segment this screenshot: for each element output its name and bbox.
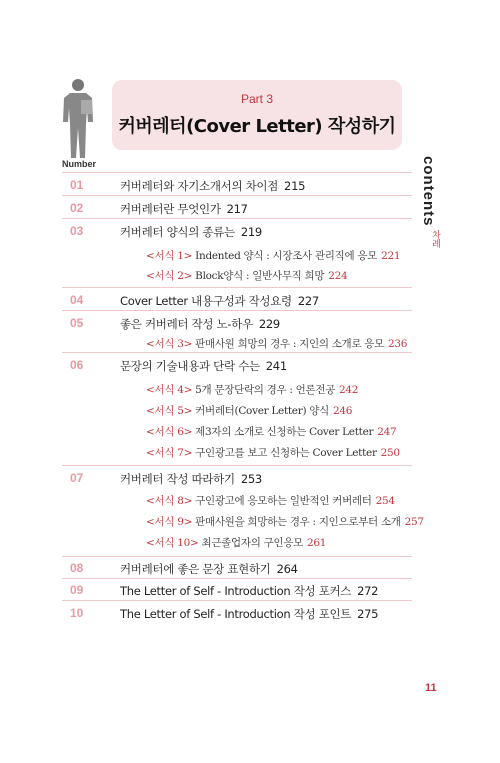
form-label: <서식 3> xyxy=(146,338,193,350)
man-silhouette-icon xyxy=(58,78,98,160)
form-title: 5개 문장단락의 경우 : 언론전공 xyxy=(195,384,336,396)
entry-title: 문장의 기술내용과 단락 수는 xyxy=(120,359,260,373)
form-page: 236 xyxy=(387,338,408,350)
form-label: <서식 4> xyxy=(146,384,193,396)
contents-vertical-label: contents xyxy=(420,156,437,227)
entry-title: The Letter of Self - Introduction 작성 포커스 xyxy=(120,584,352,598)
form-entry[interactable] xyxy=(146,514,424,529)
form-page: 221 xyxy=(381,250,401,262)
entry-page: 227 xyxy=(297,294,319,308)
entry-page: 215 xyxy=(284,179,306,193)
form-label: <서식 7> xyxy=(146,447,193,459)
divider xyxy=(62,578,412,579)
form-entry[interactable] xyxy=(146,248,400,263)
toc-entry[interactable] xyxy=(120,178,305,194)
toc-entry[interactable] xyxy=(120,471,262,487)
divider xyxy=(62,352,412,353)
entry-title: The Letter of Self - Introduction 작성 포인트 xyxy=(120,607,352,621)
form-title: 최근졸업자의 구인응모 xyxy=(201,537,303,549)
toc-entry[interactable] xyxy=(120,583,378,599)
divider xyxy=(62,218,412,219)
divider xyxy=(62,310,412,311)
entry-number: 08 xyxy=(70,561,84,575)
form-page: 254 xyxy=(375,495,395,507)
form-label: <서식 2> xyxy=(146,270,193,282)
entry-number: 07 xyxy=(70,471,84,485)
divider xyxy=(62,195,412,196)
form-entry[interactable] xyxy=(146,268,347,283)
form-page: 242 xyxy=(339,384,359,396)
divider xyxy=(62,465,412,466)
toc-entry[interactable] xyxy=(120,358,287,374)
entry-title: Cover Letter 내용구성과 작성요령 xyxy=(120,294,292,308)
entry-number: 02 xyxy=(70,201,84,215)
entry-title: 커버레터란 무엇인가 xyxy=(120,202,221,216)
entry-page: 219 xyxy=(240,225,262,239)
form-title: Indented 양식 : 시장조사 관리직에 응모 xyxy=(195,250,378,262)
form-label: <서식 6> xyxy=(146,426,193,438)
number-column-label: Number xyxy=(62,159,97,169)
entry-title: 커버레터 작성 따라하기 xyxy=(120,472,235,486)
form-label: <서식 8> xyxy=(146,495,193,507)
entry-title: 커버레터에 좋은 문장 표현하기 xyxy=(120,562,271,576)
form-label: <서식 10> xyxy=(146,537,199,549)
form-title: 커버레터(Cover Letter) 양식 xyxy=(195,405,329,417)
entry-page: 275 xyxy=(357,607,379,621)
table-of-contents-label: 차례 xyxy=(430,230,440,248)
part-label: Part 3 xyxy=(240,92,273,106)
toc-entry[interactable] xyxy=(120,224,262,240)
form-entry[interactable] xyxy=(146,403,352,418)
form-title: 구인광고를 보고 신청하는 Cover Letter xyxy=(195,447,377,459)
form-entry[interactable] xyxy=(146,424,396,439)
form-title: 제3자의 소개로 신청하는 Cover Letter xyxy=(195,426,374,438)
form-title: 판매사원을 희망하는 경우 : 지인으로부터 소개 xyxy=(195,516,401,528)
form-label: <서식 5> xyxy=(146,405,193,417)
entry-number: 01 xyxy=(70,178,84,192)
entry-title: 좋은 커버레터 작성 노-하우 xyxy=(120,317,253,331)
entry-number: 09 xyxy=(70,583,84,597)
form-label: <서식 9> xyxy=(146,516,193,528)
entry-title: 커버레터와 자기소개서의 차이점 xyxy=(120,179,279,193)
entry-number: 05 xyxy=(70,316,84,330)
form-title: Block양식 : 일반사무직 희망 xyxy=(195,270,325,282)
toc-entry[interactable] xyxy=(120,561,298,577)
toc-entry[interactable] xyxy=(120,293,319,309)
form-entry[interactable] xyxy=(146,336,407,351)
divider xyxy=(62,556,412,557)
form-entry[interactable] xyxy=(146,493,395,508)
toc-entry[interactable] xyxy=(120,316,280,332)
form-entry[interactable] xyxy=(146,445,400,460)
form-label: <서식 1> xyxy=(146,250,193,262)
entry-number: 06 xyxy=(70,358,84,372)
form-page: 250 xyxy=(380,447,400,459)
form-page: 261 xyxy=(307,537,327,549)
entry-number: 03 xyxy=(70,224,84,238)
entry-number: 10 xyxy=(70,606,84,620)
entry-page: 272 xyxy=(357,584,379,598)
form-title: 구인광고에 응모하는 일반적인 커버레터 xyxy=(195,495,372,507)
chapter-title: 커버레터(Cover Letter) 작성하기 xyxy=(118,116,396,137)
form-title: 판매사원 희망의 경우 : 지인의 소개로 응모 xyxy=(195,338,384,350)
toc-entry[interactable] xyxy=(120,606,378,622)
divider xyxy=(62,287,412,288)
divider xyxy=(62,172,412,173)
form-entry[interactable] xyxy=(146,382,358,397)
entry-number: 04 xyxy=(70,293,84,307)
form-page: 224 xyxy=(328,270,348,282)
entry-title: 커버레터 양식의 종류는 xyxy=(120,225,235,239)
entry-page: 253 xyxy=(240,472,262,486)
form-page: 246 xyxy=(332,405,353,417)
divider xyxy=(62,600,412,601)
page-number: 11 xyxy=(425,682,437,694)
entry-page: 229 xyxy=(258,317,280,331)
toc-entry[interactable] xyxy=(120,201,248,217)
entry-page: 217 xyxy=(226,202,248,216)
form-entry[interactable] xyxy=(146,535,326,550)
form-page: 257 xyxy=(404,516,424,528)
form-page: 247 xyxy=(377,426,397,438)
entry-page: 264 xyxy=(276,562,298,576)
entry-page: 241 xyxy=(265,359,287,373)
